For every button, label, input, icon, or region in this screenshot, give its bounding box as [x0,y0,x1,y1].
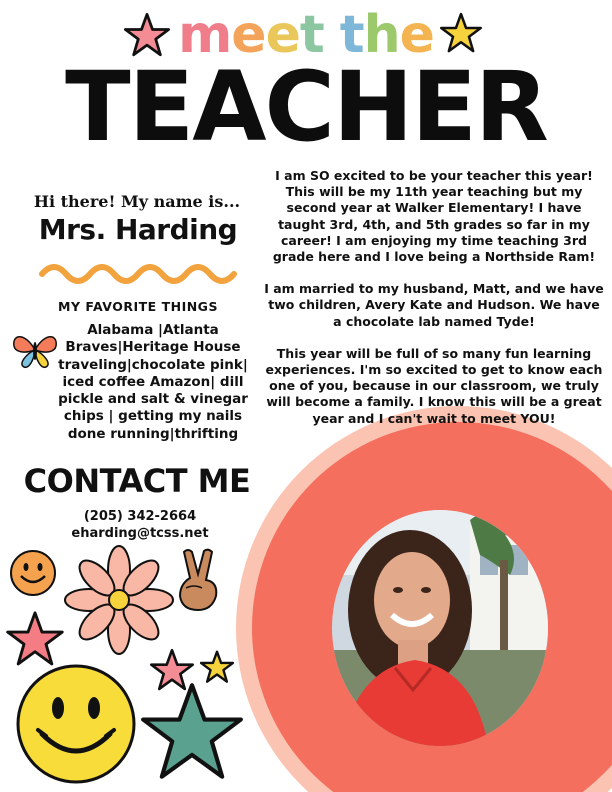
meet-letter: t [339,5,364,65]
meet-letter: m [178,5,232,65]
teal-star-icon [140,680,244,784]
meet-letter: e [265,5,300,65]
favorites-list: Alabama |Atlanta Braves|Heritage House traveling|chocolate pink| iced coffee Amazon| dill pickle and salt & vinegar chips | getting my nails done running|thrifting [58,322,248,442]
greeting: Hi there! My name is... [33,192,241,211]
big-smiley-icon [14,662,138,786]
smiley-icon [8,548,58,598]
contact-email[interactable]: eharding@tcss.net [71,526,209,541]
teacher-title: TEACHER [65,51,547,163]
bio-paragraph-2: I am married to my husband, Matt, and we have two children, Avery Kate and Hudson. We have a chocolate lab named Tyde! [264,281,604,329]
orange-wave-divider [38,258,248,288]
meet-letter: h [363,5,400,65]
pink-star-small-icon [6,610,64,668]
flower-icon [64,545,174,655]
meet-letter: e [399,5,434,65]
bio-paragraph-1: I am SO excited to be your teacher this year! This will be my 11th year teaching but my second year at Walker Elementary! I have taught 3rd, 4th, and 5th grades so far in my career! I am enjoying my time teaching 3rd grade here and I love being a Northside Ram! [272,168,596,265]
bio-paragraph-3: This year will be full of so many fun learning experiences. I'm so excited to get to know each one of you, because in our classroom, we truly will become a family. I know this will be a great year and I can't wait to meet YOU! [265,345,603,426]
favorites-heading: MY FAVORITE THINGS [58,299,218,314]
meet-letter: t [299,5,324,65]
teacher-name: Mrs. Harding [38,213,238,246]
meet-letter: e [231,5,266,65]
contact-heading: CONTACT ME [23,462,251,500]
yellow-star-small-icon [200,650,234,684]
bio-text [262,168,606,443]
contact-phone[interactable]: (205) 342-2664 [83,509,197,524]
peace-hand-icon [172,548,228,614]
butterfly-icon [10,330,60,370]
